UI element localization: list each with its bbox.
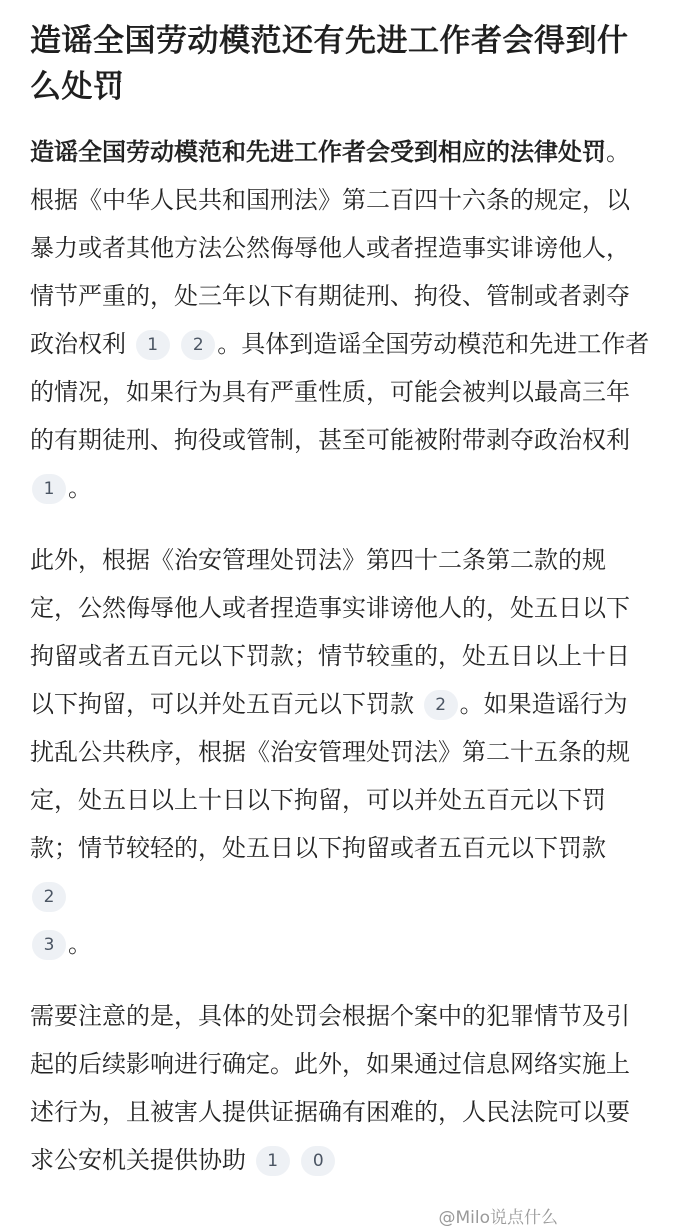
citation-badge[interactable]: 0	[301, 1146, 335, 1176]
citation-badge[interactable]: 2	[32, 882, 66, 912]
citation-badge[interactable]: 1	[32, 474, 66, 504]
answer-lead-bold: 造谣全国劳动模范和先进工作者会受到相应的法律处罚	[30, 138, 606, 166]
citation-badge[interactable]: 2	[424, 690, 458, 720]
paragraph-1-text-1: 。根据《中华人民共和国刑法》第二百四十六条的规定，以暴力或者其他方法公然侮辱他人或者捏造事实诽谤他人，情节严重的，处三年以下有期徒刑、拘役、管制或者剥夺政治权利	[30, 138, 630, 358]
answer-paragraph-3	[30, 992, 650, 1184]
citation-badge[interactable]: 3	[32, 930, 66, 960]
paragraph-3-text-1: 需要注意的是，具体的处罚会根据个案中的犯罪情节及引起的后续影响进行确定。此外，如果通过信息网络实施上述行为，且被害人提供证据确有困难的，人民法院可以要求公安机关提供协助	[30, 1002, 630, 1174]
paragraph-1-text-3: 。	[68, 474, 92, 502]
question-title: 造谣全国劳动模范还有先进工作者会得到什么处罚	[30, 23, 629, 105]
paragraph-2-text-3: 。	[68, 930, 92, 958]
paragraph-2-text-1: 此外，根据《治安管理处罚法》第四十二条第二款的规定，公然侮辱他人或者捏造事实诽谤他人的，处五日以下拘留或者五百元以下罚款；情节较重的，处五日以上十日以下拘留，可以并处五百元以下罚款	[30, 546, 630, 718]
answer-paragraph-2	[30, 536, 650, 968]
citation-badge[interactable]: 1	[136, 330, 170, 360]
citation-badge[interactable]: 2	[181, 330, 215, 360]
citation-badge[interactable]: 1	[256, 1146, 290, 1176]
answer-paragraph-1	[30, 128, 650, 512]
paragraph-2-text-2: 。如果造谣行为扰乱公共秩序，根据《治安管理处罚法》第二十五条的规定，处五日以上十日以下拘留，可以并处五百元以下罚款；情节较轻的，处五日以下拘留或者五百元以下罚款	[30, 690, 630, 862]
paragraph-1-text-2: 。具体到造谣全国劳动模范和先进工作者的情况，如果行为具有严重性质，可能会被判以最高三年的有期徒刑、拘役或管制，甚至可能被附带剥夺政治权利	[30, 330, 650, 454]
watermark: @Milo说点什么	[438, 1208, 558, 1228]
answer-content	[30, 128, 650, 1184]
